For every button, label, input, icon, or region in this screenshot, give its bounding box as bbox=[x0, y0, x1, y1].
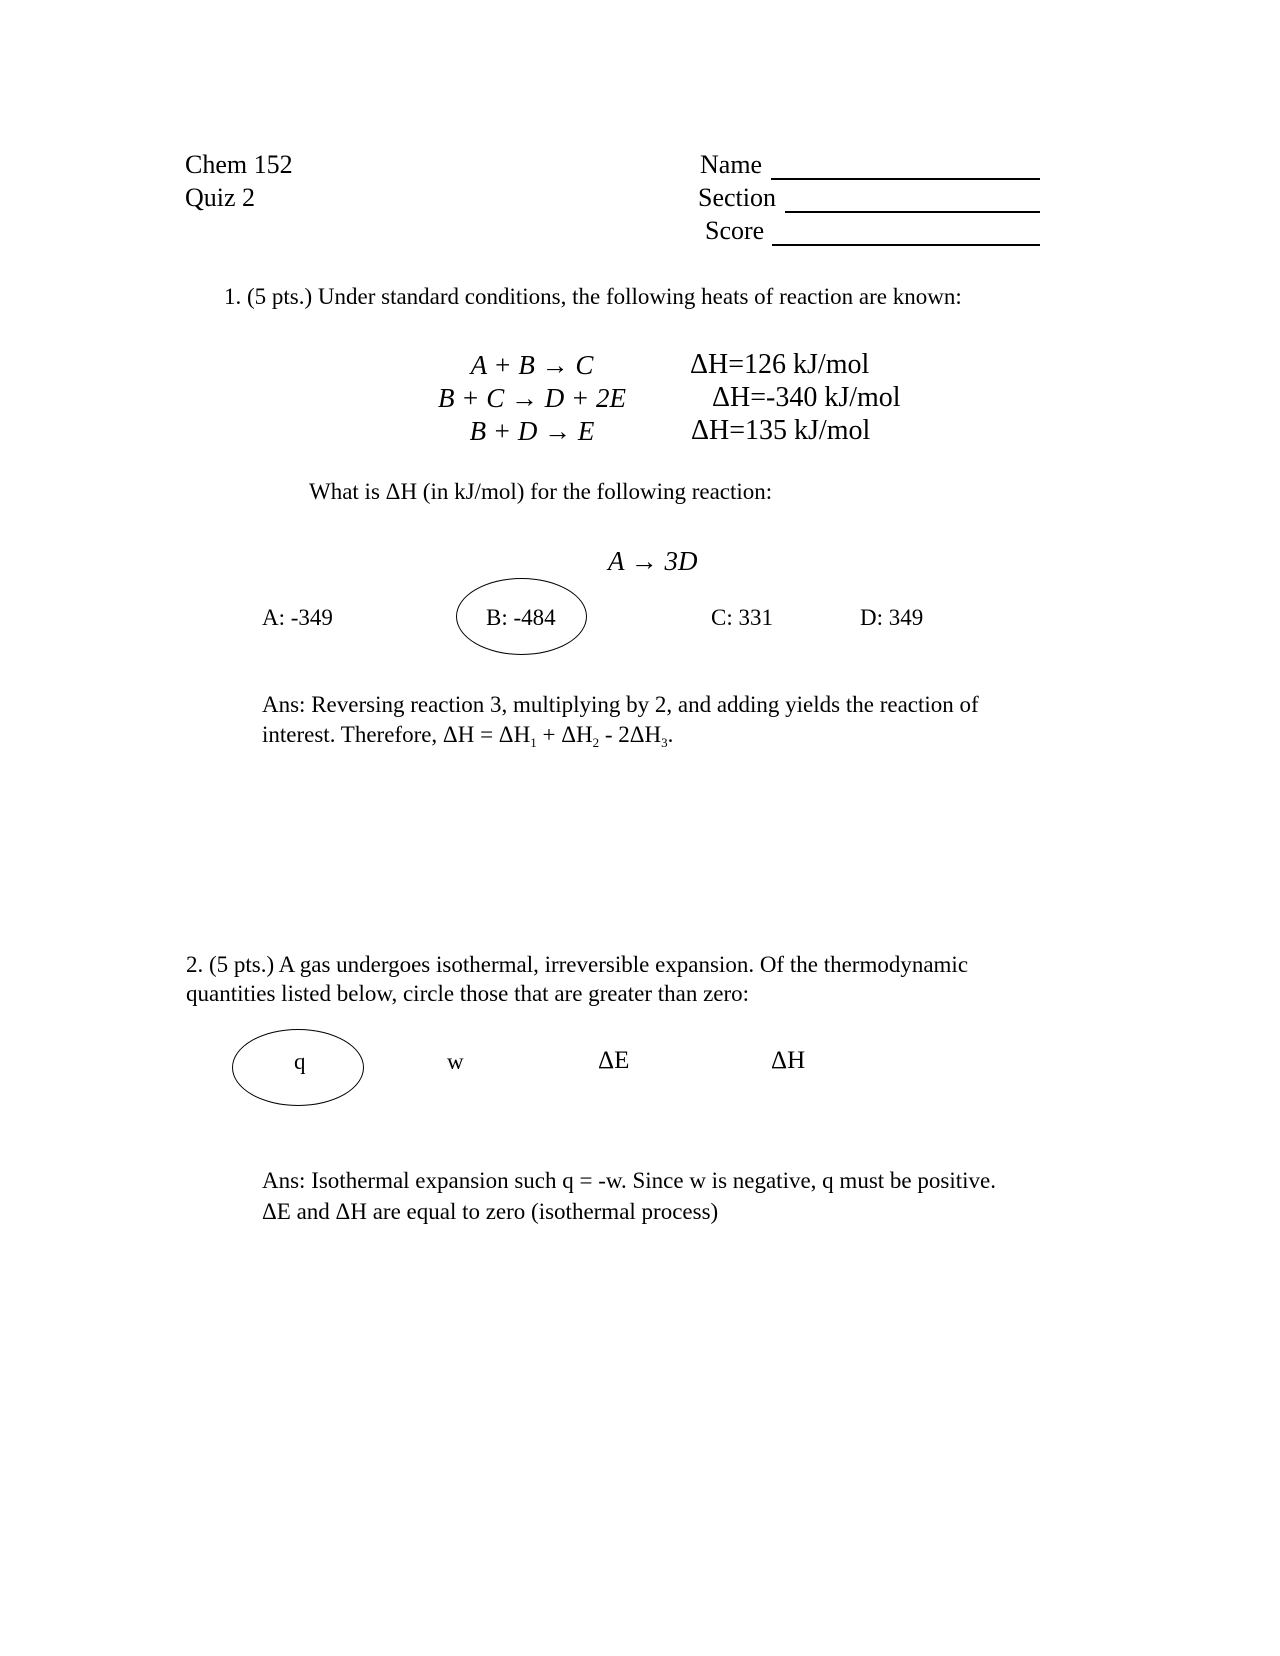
q1-prompt: 1. (5 pts.) Under standard conditions, the following heats of reaction are known: bbox=[224, 284, 962, 309]
quiz-title: Quiz 2 bbox=[185, 183, 256, 212]
q1-answer-line1: Ans: Reversing reaction 3, multiplying by 2, and adding yields the reaction of bbox=[262, 692, 979, 717]
reaction-3-enthalpy: ΔH=135 kJ/mol bbox=[691, 415, 871, 446]
option-w[interactable]: w bbox=[447, 1049, 464, 1074]
q2-answer-line1: Ans: Isothermal expansion such q = -w. Since w is negative, q must be positive. bbox=[262, 1168, 996, 1193]
option-delta-e[interactable]: ΔE bbox=[598, 1047, 630, 1074]
name-label: Name bbox=[700, 150, 763, 179]
q1-answer-period: . bbox=[667, 722, 674, 747]
q2-prompt-line2: quantities listed below, circle those that are greater than zero: bbox=[186, 981, 750, 1006]
q2-answer-line2: ΔE and ΔH are equal to zero (isothermal process) bbox=[262, 1199, 719, 1224]
q1-answer-line2 bbox=[262, 722, 673, 748]
option-q[interactable]: q bbox=[294, 1049, 306, 1074]
section-line bbox=[785, 211, 1040, 213]
name-line bbox=[771, 178, 1040, 180]
reaction-3-equation: B + D → E bbox=[469, 416, 595, 446]
choice-b[interactable]: B: -484 bbox=[486, 605, 556, 630]
choice-c[interactable]: C: 331 bbox=[711, 605, 773, 630]
choice-d[interactable]: D: 349 bbox=[860, 605, 924, 630]
q1-answer-minus: - 2ΔH bbox=[599, 722, 662, 747]
q1-answer-prefix: interest. Therefore, ΔH = ΔH bbox=[262, 722, 531, 747]
option-delta-h[interactable]: ΔH bbox=[771, 1047, 806, 1074]
subscript-1: 1 bbox=[530, 735, 537, 750]
q1-question: What is ΔH (in kJ/mol) for the following reaction: bbox=[309, 479, 773, 504]
subscript-2: 2 bbox=[592, 735, 600, 750]
q2-prompt-line1: 2. (5 pts.) A gas undergoes isothermal, irreversible expansion. Of the thermodynamic bbox=[186, 952, 969, 977]
reaction-2-equation: B + C → D + 2E bbox=[438, 383, 626, 413]
score-line bbox=[772, 244, 1040, 246]
course-title: Chem 152 bbox=[185, 150, 293, 179]
score-label: Score bbox=[705, 216, 765, 245]
reaction-1-enthalpy: ΔH=126 kJ/mol bbox=[690, 349, 870, 380]
reaction-2-enthalpy: ΔH=-340 kJ/mol bbox=[712, 382, 901, 413]
q1-answer-plus: + ΔH bbox=[536, 722, 593, 747]
choice-a[interactable]: A: -349 bbox=[262, 605, 333, 630]
section-label: Section bbox=[698, 183, 776, 212]
target-reaction: A → 3D bbox=[608, 546, 698, 576]
subscript-3: 3 bbox=[661, 735, 668, 750]
reaction-1-equation: A + B → C bbox=[470, 350, 594, 380]
